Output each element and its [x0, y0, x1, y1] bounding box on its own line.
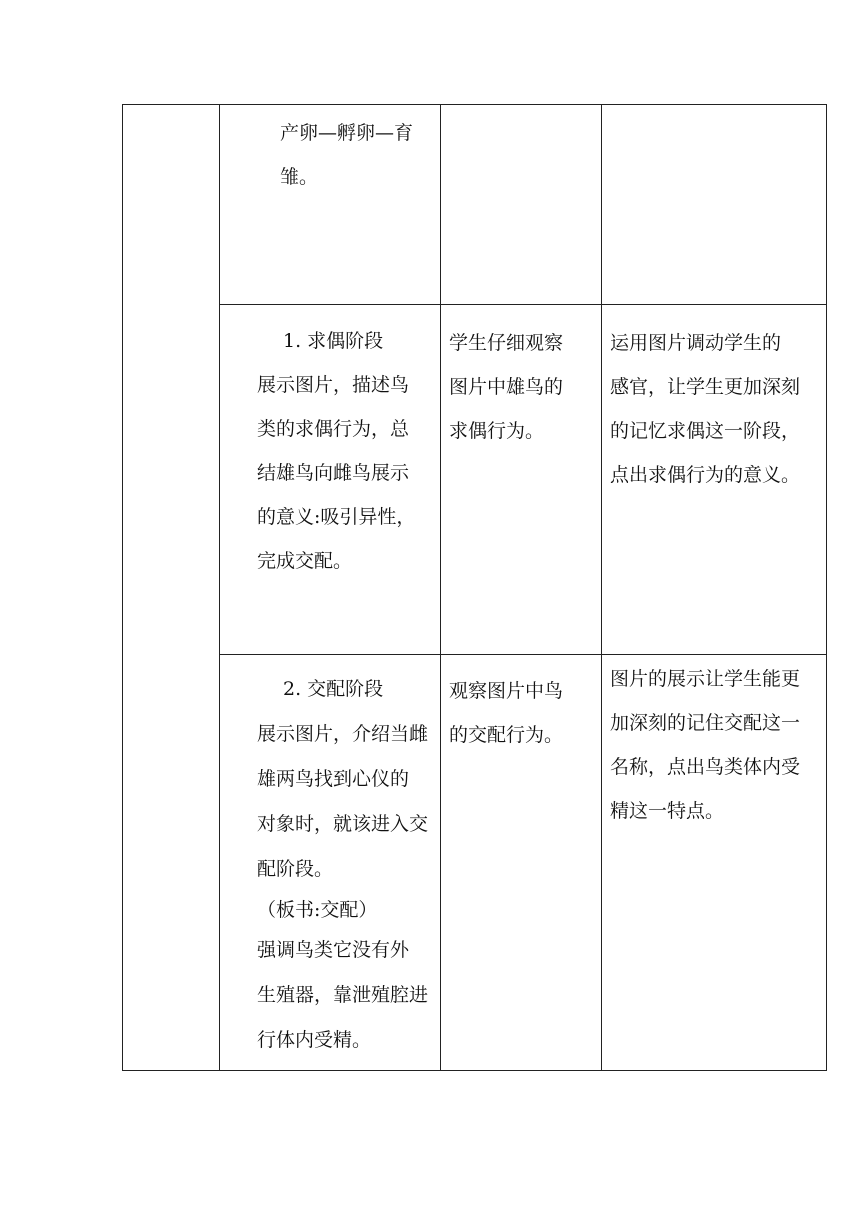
cell-line: 产卵—孵卵—育 — [280, 122, 414, 144]
cell-line: 观察图片中鸟 — [449, 680, 564, 702]
cell-line: 雄两鸟找到心仪的 — [257, 768, 410, 790]
design-intent-cell — [602, 655, 827, 1071]
cell-line: 结雄鸟向雌鸟展示 — [257, 462, 410, 484]
section-heading: 1. 求偶阶段 — [283, 330, 384, 352]
cell-line: 配阶段。 — [257, 858, 334, 880]
cell-line: 强调鸟类它没有外 — [257, 939, 410, 961]
design-intent-cell — [602, 105, 827, 305]
cell-line: 的意义:吸引异性， — [257, 506, 416, 528]
cell-line: 类的求偶行为，总 — [257, 418, 410, 440]
cell-line: 完成交配。 — [257, 550, 353, 572]
board-note: （板书:交配） — [257, 899, 378, 921]
cell-line: 展示图片，介绍当雌 — [257, 723, 429, 745]
table-row — [123, 655, 827, 1071]
cell-line: 行体内受精。 — [257, 1029, 372, 1051]
cell-line: 求偶行为。 — [449, 420, 545, 442]
teacher-activity-cell — [220, 305, 441, 655]
cell-line: 运用图片调动学生的 — [610, 332, 782, 354]
table-row — [123, 105, 827, 305]
cell-line: 对象时，就该进入交 — [257, 813, 429, 835]
cell-line: 精这一特点。 — [610, 800, 725, 822]
cell-line: 加深刻的记住交配这一 — [610, 712, 801, 734]
cell-line: 学生仔细观察 — [449, 332, 564, 354]
table-row — [123, 305, 827, 655]
cell-line: 的记忆求偶这一阶段， — [610, 420, 801, 442]
cell-line: 雏。 — [280, 166, 319, 188]
student-activity-cell — [441, 655, 602, 1071]
cell-line: 生殖器，靠泄殖腔进 — [257, 984, 429, 1006]
teacher-activity-cell — [220, 655, 441, 1071]
cell-line: 名称，点出鸟类体内受 — [610, 756, 801, 778]
cell-line: 展示图片，描述鸟 — [257, 374, 410, 396]
cell-line: 的交配行为。 — [449, 724, 564, 746]
student-activity-cell — [441, 105, 602, 305]
cell-line: 点出求偶行为的意义。 — [610, 464, 801, 486]
section-heading: 2. 交配阶段 — [283, 678, 384, 700]
lesson-plan-table — [122, 104, 827, 1071]
student-activity-cell — [441, 305, 602, 655]
design-intent-cell — [602, 305, 827, 655]
cell-line: 图片的展示让学生能更 — [610, 668, 801, 690]
teacher-activity-cell — [220, 105, 441, 305]
cell-line: 图片中雄鸟的 — [449, 376, 564, 398]
stage-column-cell — [123, 105, 220, 1071]
cell-line: 感官，让学生更加深刻 — [610, 376, 801, 398]
